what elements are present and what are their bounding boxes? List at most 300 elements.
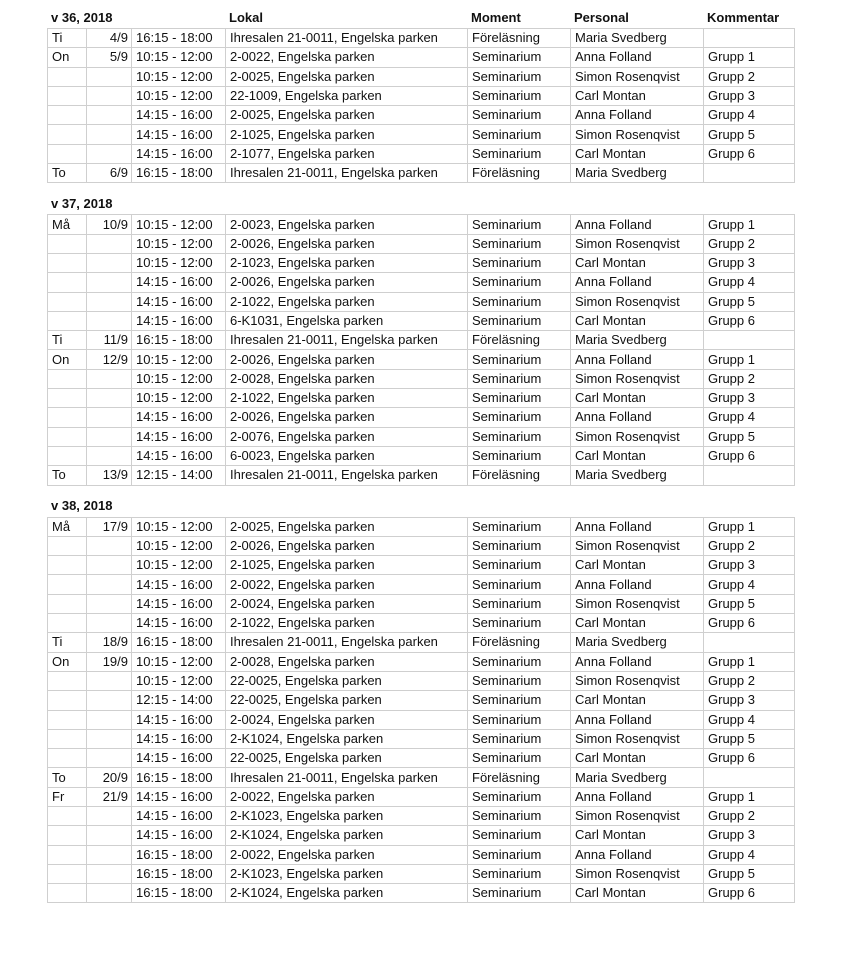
room-cell: 2-0023, Engelska parken	[226, 215, 468, 234]
room-cell: Ihresalen 21-0011, Engelska parken	[226, 29, 468, 48]
weekday-cell	[48, 234, 87, 253]
weekday-cell	[48, 125, 87, 144]
week-header	[47, 192, 794, 214]
time-cell: 14:15 - 16:00	[132, 427, 226, 446]
teacher-cell: Simon Rosenqvist	[571, 864, 704, 883]
comment-cell: Grupp 6	[704, 446, 795, 465]
date-cell: 13/9	[87, 466, 132, 485]
week-section	[47, 192, 794, 485]
comment-cell: Grupp 2	[704, 234, 795, 253]
table-row	[48, 806, 795, 825]
weekday-cell: On	[48, 652, 87, 671]
table-row	[48, 864, 795, 883]
table-row	[48, 710, 795, 729]
room-cell: Ihresalen 21-0011, Engelska parken	[226, 768, 468, 787]
date-cell: 18/9	[87, 633, 132, 652]
comment-cell: Grupp 4	[704, 408, 795, 427]
room-cell: 2-1077, Engelska parken	[226, 144, 468, 163]
room-cell: 2-0025, Engelska parken	[226, 517, 468, 536]
weekday-cell: Fr	[48, 787, 87, 806]
comment-cell	[704, 331, 795, 350]
teacher-cell: Simon Rosenqvist	[571, 806, 704, 825]
date-cell	[87, 864, 132, 883]
week-section	[47, 6, 794, 183]
room-cell: 2-0024, Engelska parken	[226, 594, 468, 613]
activity-cell: Seminarium	[468, 408, 571, 427]
comment-cell: Grupp 5	[704, 729, 795, 748]
date-cell: 4/9	[87, 29, 132, 48]
comment-cell: Grupp 6	[704, 311, 795, 330]
comment-cell: Grupp 3	[704, 826, 795, 845]
weekday-cell	[48, 884, 87, 903]
comment-cell: Grupp 2	[704, 369, 795, 388]
room-cell: 2-0026, Engelska parken	[226, 273, 468, 292]
time-cell: 16:15 - 18:00	[132, 29, 226, 48]
weekday-cell	[48, 273, 87, 292]
teacher-cell: Carl Montan	[571, 556, 704, 575]
activity-cell: Seminarium	[468, 826, 571, 845]
activity-cell: Seminarium	[468, 125, 571, 144]
table-row	[48, 389, 795, 408]
teacher-cell: Simon Rosenqvist	[571, 536, 704, 555]
time-cell: 16:15 - 18:00	[132, 864, 226, 883]
date-cell	[87, 536, 132, 555]
table-row	[48, 331, 795, 350]
weekday-cell	[48, 710, 87, 729]
teacher-cell: Anna Folland	[571, 48, 704, 67]
comment-cell	[704, 29, 795, 48]
room-cell: Ihresalen 21-0011, Engelska parken	[226, 466, 468, 485]
teacher-cell: Anna Folland	[571, 215, 704, 234]
activity-cell: Seminarium	[468, 614, 571, 633]
table-row	[48, 466, 795, 485]
teacher-cell: Maria Svedberg	[571, 29, 704, 48]
table-row	[48, 652, 795, 671]
table-row	[48, 594, 795, 613]
time-cell: 12:15 - 14:00	[132, 466, 226, 485]
time-cell: 14:15 - 16:00	[132, 292, 226, 311]
time-cell: 14:15 - 16:00	[132, 594, 226, 613]
weekday-cell	[48, 253, 87, 272]
teacher-cell: Maria Svedberg	[571, 164, 704, 183]
room-cell: 2-K1023, Engelska parken	[226, 806, 468, 825]
comment-cell	[704, 768, 795, 787]
week-label: v 36, 2018	[51, 9, 113, 25]
activity-cell: Seminarium	[468, 729, 571, 748]
weekday-cell	[48, 408, 87, 427]
date-cell	[87, 691, 132, 710]
table-row	[48, 48, 795, 67]
activity-cell: Seminarium	[468, 710, 571, 729]
column-header-moment: Moment	[471, 9, 521, 25]
time-cell: 14:15 - 16:00	[132, 806, 226, 825]
activity-cell: Föreläsning	[468, 633, 571, 652]
weekday-cell: Må	[48, 215, 87, 234]
teacher-cell: Carl Montan	[571, 691, 704, 710]
time-cell: 10:15 - 12:00	[132, 556, 226, 575]
date-cell	[87, 729, 132, 748]
table-row	[48, 350, 795, 369]
date-cell: 12/9	[87, 350, 132, 369]
weekday-cell	[48, 389, 87, 408]
weekday-cell	[48, 144, 87, 163]
table-row	[48, 67, 795, 86]
room-cell: 2-1025, Engelska parken	[226, 556, 468, 575]
activity-cell: Föreläsning	[468, 164, 571, 183]
table-row	[48, 575, 795, 594]
table-row	[48, 253, 795, 272]
weekday-cell: Ti	[48, 633, 87, 652]
comment-cell	[704, 164, 795, 183]
comment-cell: Grupp 3	[704, 253, 795, 272]
activity-cell: Seminarium	[468, 144, 571, 163]
room-cell: 22-0025, Engelska parken	[226, 749, 468, 768]
time-cell: 14:15 - 16:00	[132, 826, 226, 845]
weekday-cell	[48, 67, 87, 86]
comment-cell: Grupp 4	[704, 575, 795, 594]
date-cell	[87, 389, 132, 408]
teacher-cell: Simon Rosenqvist	[571, 292, 704, 311]
date-cell	[87, 106, 132, 125]
teacher-cell: Anna Folland	[571, 106, 704, 125]
time-cell: 16:15 - 18:00	[132, 845, 226, 864]
room-cell: 2-1025, Engelska parken	[226, 125, 468, 144]
teacher-cell: Anna Folland	[571, 408, 704, 427]
table-row	[48, 517, 795, 536]
room-cell: 2-0022, Engelska parken	[226, 48, 468, 67]
weekday-cell: On	[48, 48, 87, 67]
comment-cell: Grupp 1	[704, 517, 795, 536]
activity-cell: Seminarium	[468, 671, 571, 690]
activity-cell: Seminarium	[468, 536, 571, 555]
table-row	[48, 826, 795, 845]
table-row	[48, 234, 795, 253]
schedule-document	[47, 6, 794, 903]
date-cell: 21/9	[87, 787, 132, 806]
date-cell: 5/9	[87, 48, 132, 67]
time-cell: 16:15 - 18:00	[132, 633, 226, 652]
activity-cell: Seminarium	[468, 350, 571, 369]
weekday-cell	[48, 806, 87, 825]
table-row	[48, 787, 795, 806]
room-cell: 6-K1031, Engelska parken	[226, 311, 468, 330]
room-cell: 2-0028, Engelska parken	[226, 652, 468, 671]
teacher-cell: Simon Rosenqvist	[571, 234, 704, 253]
teacher-cell: Simon Rosenqvist	[571, 369, 704, 388]
comment-cell	[704, 466, 795, 485]
time-cell: 14:15 - 16:00	[132, 311, 226, 330]
date-cell: 6/9	[87, 164, 132, 183]
room-cell: 2-0022, Engelska parken	[226, 575, 468, 594]
table-row	[48, 29, 795, 48]
weekday-cell	[48, 311, 87, 330]
activity-cell: Seminarium	[468, 749, 571, 768]
room-cell: 2-K1024, Engelska parken	[226, 826, 468, 845]
room-cell: 2-1022, Engelska parken	[226, 389, 468, 408]
room-cell: 2-0026, Engelska parken	[226, 536, 468, 555]
comment-cell: Grupp 5	[704, 427, 795, 446]
date-cell	[87, 253, 132, 272]
schedule-table	[47, 214, 795, 485]
date-cell: 20/9	[87, 768, 132, 787]
time-cell: 14:15 - 16:00	[132, 749, 226, 768]
table-row	[48, 768, 795, 787]
table-row	[48, 144, 795, 163]
date-cell: 11/9	[87, 331, 132, 350]
weekday-cell	[48, 671, 87, 690]
teacher-cell: Carl Montan	[571, 884, 704, 903]
time-cell: 10:15 - 12:00	[132, 369, 226, 388]
room-cell: 22-1009, Engelska parken	[226, 86, 468, 105]
room-cell: 2-0026, Engelska parken	[226, 350, 468, 369]
weekday-cell	[48, 845, 87, 864]
date-cell: 10/9	[87, 215, 132, 234]
table-row	[48, 614, 795, 633]
date-cell	[87, 408, 132, 427]
weekday-cell: To	[48, 768, 87, 787]
activity-cell: Föreläsning	[468, 466, 571, 485]
teacher-cell: Maria Svedberg	[571, 633, 704, 652]
activity-cell: Seminarium	[468, 106, 571, 125]
comment-cell: Grupp 5	[704, 594, 795, 613]
table-row	[48, 292, 795, 311]
time-cell: 16:15 - 18:00	[132, 768, 226, 787]
room-cell: 2-K1023, Engelska parken	[226, 864, 468, 883]
activity-cell: Seminarium	[468, 845, 571, 864]
room-cell: 2-1022, Engelska parken	[226, 292, 468, 311]
time-cell: 12:15 - 14:00	[132, 691, 226, 710]
activity-cell: Seminarium	[468, 691, 571, 710]
teacher-cell: Simon Rosenqvist	[571, 67, 704, 86]
activity-cell: Föreläsning	[468, 29, 571, 48]
room-cell: 2-0022, Engelska parken	[226, 845, 468, 864]
comment-cell: Grupp 5	[704, 864, 795, 883]
time-cell: 10:15 - 12:00	[132, 215, 226, 234]
room-cell: 2-0076, Engelska parken	[226, 427, 468, 446]
time-cell: 14:15 - 16:00	[132, 787, 226, 806]
table-row	[48, 215, 795, 234]
table-row	[48, 106, 795, 125]
activity-cell: Seminarium	[468, 234, 571, 253]
weekday-cell	[48, 427, 87, 446]
comment-cell: Grupp 5	[704, 125, 795, 144]
weekday-cell	[48, 614, 87, 633]
time-cell: 14:15 - 16:00	[132, 273, 226, 292]
comment-cell: Grupp 1	[704, 652, 795, 671]
table-row	[48, 273, 795, 292]
weekday-cell	[48, 369, 87, 388]
weekday-cell	[48, 86, 87, 105]
date-cell	[87, 292, 132, 311]
time-cell: 14:15 - 16:00	[132, 106, 226, 125]
date-cell	[87, 369, 132, 388]
activity-cell: Seminarium	[468, 311, 571, 330]
weekday-cell: On	[48, 350, 87, 369]
comment-cell: Grupp 6	[704, 749, 795, 768]
week-label: v 38, 2018	[51, 498, 113, 514]
teacher-cell: Carl Montan	[571, 389, 704, 408]
room-cell: 6-0023, Engelska parken	[226, 446, 468, 465]
table-row	[48, 845, 795, 864]
activity-cell: Seminarium	[468, 556, 571, 575]
date-cell	[87, 845, 132, 864]
activity-cell: Seminarium	[468, 594, 571, 613]
time-cell: 14:15 - 16:00	[132, 710, 226, 729]
time-cell: 14:15 - 16:00	[132, 575, 226, 594]
room-cell: 2-0026, Engelska parken	[226, 234, 468, 253]
date-cell	[87, 556, 132, 575]
teacher-cell: Carl Montan	[571, 749, 704, 768]
weekday-cell	[48, 826, 87, 845]
activity-cell: Seminarium	[468, 67, 571, 86]
week-header	[47, 6, 794, 28]
table-row	[48, 311, 795, 330]
activity-cell: Seminarium	[468, 292, 571, 311]
teacher-cell: Simon Rosenqvist	[571, 671, 704, 690]
time-cell: 14:15 - 16:00	[132, 729, 226, 748]
schedule-table	[47, 517, 795, 904]
time-cell: 10:15 - 12:00	[132, 389, 226, 408]
date-cell	[87, 427, 132, 446]
activity-cell: Seminarium	[468, 369, 571, 388]
time-cell: 14:15 - 16:00	[132, 614, 226, 633]
date-cell	[87, 826, 132, 845]
room-cell: 2-1022, Engelska parken	[226, 614, 468, 633]
room-cell: 2-0022, Engelska parken	[226, 787, 468, 806]
comment-cell: Grupp 3	[704, 389, 795, 408]
date-cell: 19/9	[87, 652, 132, 671]
time-cell: 10:15 - 12:00	[132, 517, 226, 536]
comment-cell: Grupp 5	[704, 292, 795, 311]
table-row	[48, 125, 795, 144]
teacher-cell: Anna Folland	[571, 652, 704, 671]
teacher-cell: Anna Folland	[571, 710, 704, 729]
table-row	[48, 446, 795, 465]
activity-cell: Seminarium	[468, 215, 571, 234]
time-cell: 14:15 - 16:00	[132, 125, 226, 144]
time-cell: 16:15 - 18:00	[132, 164, 226, 183]
weekday-cell	[48, 575, 87, 594]
activity-cell: Seminarium	[468, 427, 571, 446]
weekday-cell: Ti	[48, 331, 87, 350]
time-cell: 10:15 - 12:00	[132, 671, 226, 690]
weekday-cell: Må	[48, 517, 87, 536]
time-cell: 14:15 - 16:00	[132, 144, 226, 163]
activity-cell: Föreläsning	[468, 768, 571, 787]
room-cell: 2-0028, Engelska parken	[226, 369, 468, 388]
activity-cell: Seminarium	[468, 652, 571, 671]
weekday-cell	[48, 691, 87, 710]
time-cell: 10:15 - 12:00	[132, 350, 226, 369]
comment-cell: Grupp 1	[704, 48, 795, 67]
column-header-lokal: Lokal	[229, 9, 263, 25]
room-cell: 2-1023, Engelska parken	[226, 253, 468, 272]
time-cell: 10:15 - 12:00	[132, 48, 226, 67]
date-cell	[87, 575, 132, 594]
teacher-cell: Carl Montan	[571, 253, 704, 272]
date-cell	[87, 234, 132, 253]
room-cell: 22-0025, Engelska parken	[226, 671, 468, 690]
date-cell	[87, 311, 132, 330]
teacher-cell: Anna Folland	[571, 273, 704, 292]
comment-cell: Grupp 3	[704, 556, 795, 575]
comment-cell: Grupp 2	[704, 67, 795, 86]
comment-cell: Grupp 2	[704, 536, 795, 555]
comment-cell: Grupp 1	[704, 787, 795, 806]
weekday-cell: To	[48, 466, 87, 485]
comment-cell: Grupp 3	[704, 86, 795, 105]
weekday-cell: To	[48, 164, 87, 183]
date-cell	[87, 86, 132, 105]
activity-cell: Seminarium	[468, 253, 571, 272]
teacher-cell: Simon Rosenqvist	[571, 125, 704, 144]
table-row	[48, 369, 795, 388]
teacher-cell: Simon Rosenqvist	[571, 427, 704, 446]
time-cell: 10:15 - 12:00	[132, 86, 226, 105]
date-cell	[87, 614, 132, 633]
weekday-cell	[48, 556, 87, 575]
weekday-cell	[48, 292, 87, 311]
column-header-kommentar: Kommentar	[707, 9, 780, 25]
date-cell	[87, 710, 132, 729]
schedule-table	[47, 28, 795, 183]
time-cell: 14:15 - 16:00	[132, 446, 226, 465]
time-cell: 10:15 - 12:00	[132, 652, 226, 671]
date-cell	[87, 806, 132, 825]
comment-cell	[704, 633, 795, 652]
room-cell: 2-0026, Engelska parken	[226, 408, 468, 427]
teacher-cell: Maria Svedberg	[571, 768, 704, 787]
table-row	[48, 164, 795, 183]
weekday-cell	[48, 749, 87, 768]
teacher-cell: Carl Montan	[571, 86, 704, 105]
activity-cell: Föreläsning	[468, 331, 571, 350]
time-cell: 10:15 - 12:00	[132, 536, 226, 555]
time-cell: 16:15 - 18:00	[132, 331, 226, 350]
room-cell: 22-0025, Engelska parken	[226, 691, 468, 710]
time-cell: 10:15 - 12:00	[132, 67, 226, 86]
table-row	[48, 884, 795, 903]
activity-cell: Seminarium	[468, 575, 571, 594]
teacher-cell: Carl Montan	[571, 614, 704, 633]
date-cell	[87, 884, 132, 903]
weekday-cell	[48, 594, 87, 613]
activity-cell: Seminarium	[468, 884, 571, 903]
teacher-cell: Anna Folland	[571, 575, 704, 594]
date-cell	[87, 749, 132, 768]
date-cell	[87, 446, 132, 465]
comment-cell: Grupp 4	[704, 273, 795, 292]
teacher-cell: Carl Montan	[571, 144, 704, 163]
comment-cell: Grupp 4	[704, 845, 795, 864]
date-cell	[87, 67, 132, 86]
comment-cell: Grupp 6	[704, 614, 795, 633]
comment-cell: Grupp 3	[704, 691, 795, 710]
date-cell	[87, 273, 132, 292]
comment-cell: Grupp 2	[704, 671, 795, 690]
weekday-cell	[48, 446, 87, 465]
activity-cell: Seminarium	[468, 273, 571, 292]
room-cell: Ihresalen 21-0011, Engelska parken	[226, 331, 468, 350]
activity-cell: Seminarium	[468, 86, 571, 105]
activity-cell: Seminarium	[468, 864, 571, 883]
teacher-cell: Carl Montan	[571, 311, 704, 330]
comment-cell: Grupp 4	[704, 106, 795, 125]
week-label: v 37, 2018	[51, 195, 113, 211]
teacher-cell: Simon Rosenqvist	[571, 729, 704, 748]
room-cell: Ihresalen 21-0011, Engelska parken	[226, 164, 468, 183]
date-cell	[87, 144, 132, 163]
